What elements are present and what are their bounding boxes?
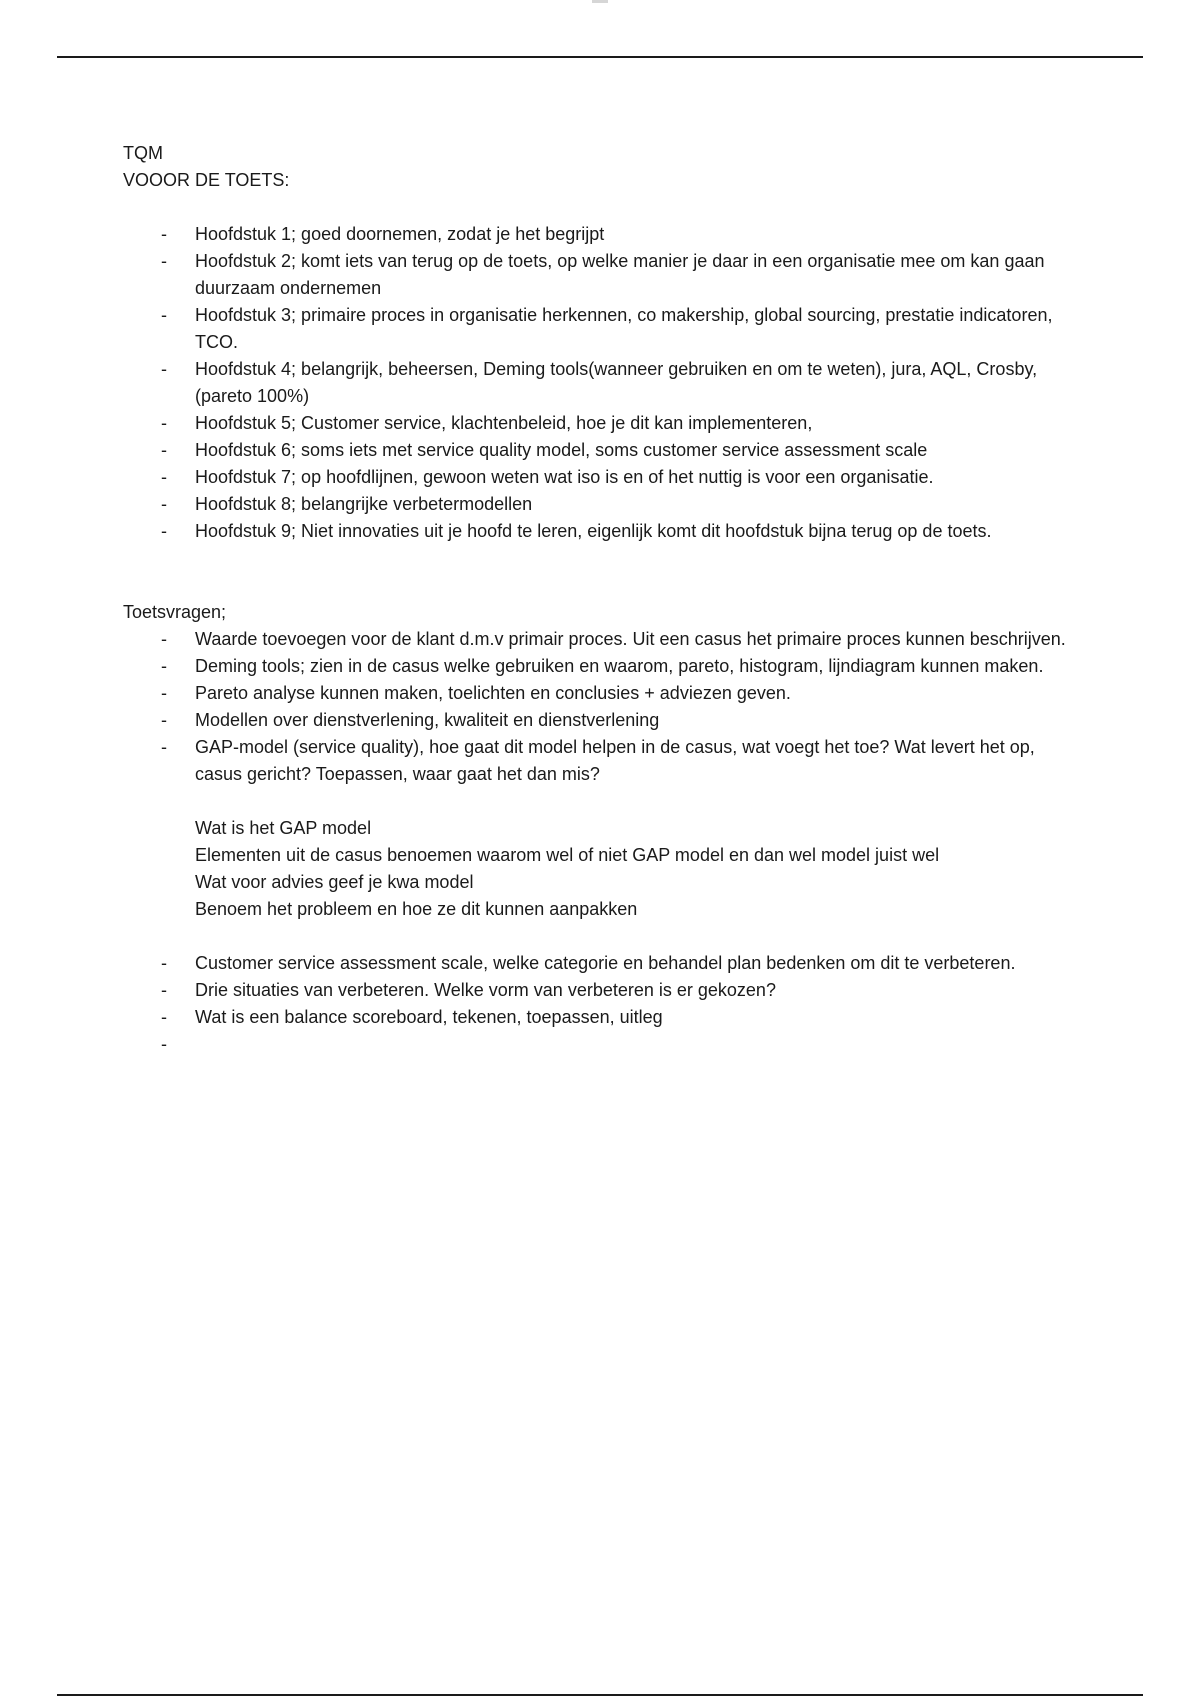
gap-note: Benoem het probleem en hoe ze dit kunnen aanpakken: [195, 899, 638, 919]
list-item-text: Pareto analyse kunnen maken, toelichten en conclusies + adviezen geven.: [195, 683, 791, 703]
list-item: [161, 707, 1073, 734]
list-item: [161, 464, 1073, 491]
list-item-text: Customer service assessment scale, welke categorie en behandel plan bedenken om dit te verbeteren.: [195, 953, 1016, 973]
list-item: [161, 221, 1073, 248]
dash-bullet: -: [161, 629, 167, 649]
dash-bullet: -: [161, 953, 167, 973]
list-item-text: Hoofdstuk 2; komt iets van terug op de toets, op welke manier je daar in een organisatie mee om kan gaan duurzaam ondernemen: [195, 251, 1045, 298]
list-item-text: Hoofdstuk 1; goed doornemen, zodat je het begrijpt: [195, 224, 605, 244]
dash-bullet: -: [161, 251, 167, 271]
dash-bullet: -: [161, 440, 167, 460]
list-item-text: GAP-model (service quality), hoe gaat dit model helpen in de casus, wat voegt het toe? Wat levert het op, casus gericht? Toepassen, waar gaat het dan mis?: [195, 737, 1035, 784]
list-item-text: Hoofdstuk 8; belangrijke verbetermodellen: [195, 494, 533, 514]
list-item: [161, 734, 1073, 788]
dash-bullet: -: [161, 1034, 167, 1054]
page-marker: [592, 0, 608, 3]
dash-bullet: -: [161, 980, 167, 1000]
chapter-list: [123, 221, 1073, 545]
dash-bullet: -: [161, 224, 167, 244]
questions-list: [123, 626, 1073, 788]
header-rule: [57, 56, 1143, 58]
list-item-text: [195, 1034, 200, 1054]
list-item-text: Modellen over dienstverlening, kwaliteit en dienstverlening: [195, 710, 660, 730]
document-title: TQM: [123, 143, 163, 163]
footer-rule: [57, 1694, 1143, 1696]
list-item: [161, 680, 1073, 707]
list-item: [161, 653, 1073, 680]
list-item-text: Waarde toevoegen voor de klant d.m.v primair proces. Uit een casus het primaire proces kunnen beschrijven.: [195, 629, 1066, 649]
dash-bullet: -: [161, 494, 167, 514]
list-item: [161, 356, 1073, 410]
list-item: [161, 518, 1073, 545]
list-item-text: Wat is een balance scoreboard, tekenen, toepassen, uitleg: [195, 1007, 663, 1027]
list-item-text: Deming tools; zien in de casus welke gebruiken en waarom, pareto, histogram, lijndiagram kunnen maken.: [195, 656, 1044, 676]
dash-bullet: -: [161, 521, 167, 541]
list-item: [161, 950, 1073, 977]
list-item: [161, 626, 1073, 653]
list-item-text: Hoofdstuk 3; primaire proces in organisatie herkennen, co makership, global sourcing, prestatie indicatoren, TCO.: [195, 305, 1053, 352]
dash-bullet: -: [161, 359, 167, 379]
list-item: [161, 491, 1073, 518]
list-item: [161, 410, 1073, 437]
list-item: [161, 977, 1073, 1004]
document-body: [123, 140, 1073, 1058]
dash-bullet: -: [161, 467, 167, 487]
gap-note: Wat voor advies geef je kwa model: [195, 872, 474, 892]
dash-bullet: -: [161, 1007, 167, 1027]
list-item-text: Drie situaties van verbeteren. Welke vorm van verbeteren is er gekozen?: [195, 980, 776, 1000]
list-item: [161, 248, 1073, 302]
list-item: [161, 437, 1073, 464]
list-item-text: Hoofdstuk 6; soms iets met service quality model, soms customer service assessment scale: [195, 440, 928, 460]
gap-note: Elementen uit de casus benoemen waarom wel of niet GAP model en dan wel model juist wel: [195, 845, 940, 865]
questions-heading: Toetsvragen;: [123, 602, 227, 622]
dash-bullet: -: [161, 737, 167, 757]
list-item-text: Hoofdstuk 7; op hoofdlijnen, gewoon weten wat iso is en of het nuttig is voor een organisatie.: [195, 467, 934, 487]
gap-note: Wat is het GAP model: [195, 818, 372, 838]
list-item: [161, 302, 1073, 356]
dash-bullet: -: [161, 683, 167, 703]
dash-bullet: -: [161, 656, 167, 676]
questions-list-continued: [123, 950, 1073, 1058]
list-item: [161, 1031, 1073, 1058]
list-item-text: Hoofdstuk 5; Customer service, klachtenbeleid, hoe je dit kan implementeren,: [195, 413, 813, 433]
dash-bullet: -: [161, 413, 167, 433]
list-item: [161, 1004, 1073, 1031]
list-item-text: Hoofdstuk 9; Niet innovaties uit je hoofd te leren, eigenlijk komt dit hoofdstuk bijna terug op de toets.: [195, 521, 992, 541]
dash-bullet: -: [161, 305, 167, 325]
gap-model-notes: [123, 815, 1073, 923]
document-subtitle: VOOOR DE TOETS:: [123, 170, 290, 190]
dash-bullet: -: [161, 710, 167, 730]
list-item-text: Hoofdstuk 4; belangrijk, beheersen, Deming tools(wanneer gebruiken en om te weten), jura, AQL, Crosby, (pareto 100%): [195, 359, 1038, 406]
